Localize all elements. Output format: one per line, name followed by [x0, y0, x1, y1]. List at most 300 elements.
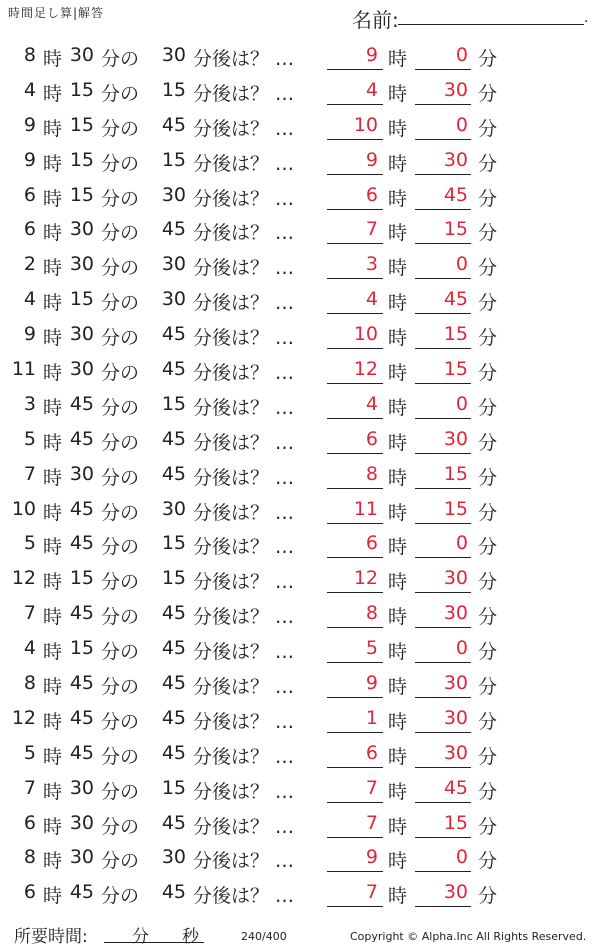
minute-of-label: 分の — [101, 257, 140, 280]
answer-minute: 0 — [455, 637, 468, 660]
answer-minute-line — [415, 767, 471, 768]
answer-hour-unit-label: 時 — [388, 152, 408, 175]
problem-row — [0, 352, 600, 387]
question-minute: 30 — [69, 44, 94, 66]
worksheet-title: 時間足し算|解答 — [8, 6, 105, 20]
minutes-after-label: 分後は？ … — [193, 501, 295, 524]
answer-hour-unit-label: 時 — [388, 885, 408, 908]
minutes-after-label: 分後は？ … — [193, 850, 295, 873]
minutes-after-label: 分後は？ … — [193, 466, 295, 489]
answer-minute-unit-label: 分 — [478, 396, 498, 419]
answer-minute-line — [415, 453, 471, 454]
hour-unit-label: 時 — [43, 362, 63, 385]
answer-minute-line — [415, 488, 471, 489]
answer-minute: 30 — [443, 706, 468, 729]
added-minutes: 45 — [161, 113, 186, 136]
answer-hour: 5 — [365, 637, 378, 660]
question-minute: 15 — [69, 113, 94, 136]
answer-minute-unit-label: 分 — [478, 641, 498, 664]
answer-hour-line — [327, 523, 383, 524]
answer-hour-unit-label: 時 — [388, 257, 408, 280]
answer-minute: 30 — [443, 567, 468, 590]
answer-minute: 0 — [455, 392, 468, 415]
hour-unit-label: 時 — [43, 466, 63, 489]
question-hour: 9 — [23, 148, 36, 171]
question-minute: 30 — [69, 323, 94, 346]
minute-of-label: 分の — [101, 641, 140, 664]
added-minutes: 45 — [161, 602, 186, 625]
answer-minute-unit-label: 分 — [478, 257, 498, 280]
answer-minute-line — [415, 383, 471, 384]
answer-hour-unit-label: 時 — [388, 222, 408, 245]
question-minute: 30 — [69, 811, 94, 834]
added-minutes: 30 — [161, 288, 186, 311]
answer-hour-line — [327, 662, 383, 663]
answer-hour-line — [327, 871, 383, 872]
question-hour: 5 — [23, 532, 36, 555]
question-minute: 45 — [69, 741, 94, 764]
minute-of-label: 分の — [101, 815, 140, 838]
question-minute: 45 — [69, 392, 94, 415]
question-minute: 45 — [69, 881, 94, 904]
answer-minute-line — [415, 802, 471, 803]
minute-of-label: 分の — [101, 780, 140, 803]
question-hour: 8 — [23, 672, 36, 695]
minute-of-label: 分の — [101, 327, 140, 350]
answer-hour-unit-label: 時 — [388, 327, 408, 350]
time-taken-min-label: 分 — [132, 927, 149, 947]
answer-hour-unit-label: 時 — [388, 780, 408, 803]
minutes-after-label: 分後は？ … — [193, 117, 295, 140]
hour-unit-label: 時 — [43, 187, 63, 210]
answer-hour-unit-label: 時 — [388, 396, 408, 419]
question-hour: 5 — [23, 427, 36, 450]
minute-of-label: 分の — [101, 396, 140, 419]
answer-minute: 15 — [443, 811, 468, 834]
added-minutes: 45 — [161, 672, 186, 695]
minute-of-label: 分の — [101, 571, 140, 594]
answer-minute: 15 — [443, 218, 468, 241]
answer-hour: 6 — [365, 532, 378, 555]
question-minute: 15 — [69, 183, 94, 206]
added-minutes: 45 — [161, 323, 186, 346]
answer-minute-unit-label: 分 — [478, 431, 498, 454]
answer-minute-unit-label: 分 — [478, 362, 498, 385]
answer-minute-line — [415, 732, 471, 733]
answer-hour-unit-label: 時 — [388, 641, 408, 664]
answer-minute-unit-label: 分 — [478, 815, 498, 838]
added-minutes: 15 — [161, 148, 186, 171]
answer-hour-line — [327, 488, 383, 489]
answer-minute-line — [415, 837, 471, 838]
answer-hour-line — [327, 732, 383, 733]
answer-hour-line — [327, 348, 383, 349]
problem-row — [0, 282, 600, 317]
answer-hour: 9 — [365, 148, 378, 171]
minutes-after-label: 分後は？ … — [193, 815, 295, 838]
added-minutes: 45 — [161, 811, 186, 834]
answer-minute-unit-label: 分 — [478, 745, 498, 768]
time-taken-sec-label: 秒 — [182, 927, 199, 947]
question-hour: 4 — [23, 288, 36, 311]
answer-minute-line — [415, 662, 471, 663]
answer-minute: 0 — [455, 532, 468, 555]
answer-minute-unit-label: 分 — [478, 571, 498, 594]
hour-unit-label: 時 — [43, 641, 63, 664]
hour-unit-label: 時 — [43, 501, 63, 524]
answer-hour: 1 — [365, 706, 378, 729]
hour-unit-label: 時 — [43, 710, 63, 733]
answer-hour-unit-label: 時 — [388, 187, 408, 210]
answer-minute: 30 — [443, 148, 468, 171]
hour-unit-label: 時 — [43, 117, 63, 140]
question-minute: 45 — [69, 427, 94, 450]
answer-hour-unit-label: 時 — [388, 117, 408, 140]
minutes-after-label: 分後は？ … — [193, 780, 295, 803]
problem-row — [0, 143, 600, 178]
hour-unit-label: 時 — [43, 676, 63, 699]
hour-unit-label: 時 — [43, 431, 63, 454]
answer-minute: 30 — [443, 672, 468, 695]
answer-hour-unit-label: 時 — [388, 710, 408, 733]
added-minutes: 15 — [161, 776, 186, 799]
problem-row — [0, 457, 600, 492]
minute-of-label: 分の — [101, 606, 140, 629]
question-minute: 30 — [69, 462, 94, 485]
answer-hour: 8 — [365, 462, 378, 485]
question-hour: 7 — [23, 462, 36, 485]
problem-row — [0, 387, 600, 422]
problem-row — [0, 38, 600, 73]
problem-row — [0, 771, 600, 806]
page-count: 240/400 — [241, 930, 287, 943]
answer-hour-line — [327, 313, 383, 314]
answer-minute-line — [415, 523, 471, 524]
answer-hour-unit-label: 時 — [388, 850, 408, 873]
question-hour: 12 — [11, 567, 36, 590]
answer-minute-line — [415, 906, 471, 907]
minutes-after-label: 分後は？ … — [193, 745, 295, 768]
problem-list — [0, 38, 600, 910]
answer-hour: 6 — [365, 427, 378, 450]
question-minute: 30 — [69, 253, 94, 276]
answer-minute-unit-label: 分 — [478, 48, 498, 70]
answer-hour-line — [327, 383, 383, 384]
question-hour: 10 — [11, 497, 36, 520]
copyright: Copyright © Alpha.Inc All Rights Reserved. — [350, 930, 587, 943]
answer-hour-unit-label: 時 — [388, 292, 408, 315]
added-minutes: 30 — [161, 44, 186, 66]
answer-hour-line — [327, 69, 383, 70]
answer-minute-line — [415, 174, 471, 175]
answer-hour-line — [327, 906, 383, 907]
answer-minute: 15 — [443, 323, 468, 346]
question-hour: 6 — [23, 881, 36, 904]
hour-unit-label: 時 — [43, 571, 63, 594]
answer-hour: 11 — [353, 497, 378, 520]
answer-hour-line — [327, 104, 383, 105]
answer-hour-unit-label: 時 — [388, 431, 408, 454]
question-minute: 30 — [69, 846, 94, 869]
added-minutes: 45 — [161, 637, 186, 660]
minutes-after-label: 分後は？ … — [193, 327, 295, 350]
time-taken-label: 所要時間: — [14, 927, 88, 947]
question-minute: 45 — [69, 602, 94, 625]
question-minute: 45 — [69, 532, 94, 555]
answer-minute: 15 — [443, 358, 468, 381]
minutes-after-label: 分後は？ … — [193, 48, 295, 70]
added-minutes: 30 — [161, 497, 186, 520]
answer-hour: 7 — [365, 881, 378, 904]
hour-unit-label: 時 — [43, 536, 63, 559]
answer-hour-unit-label: 時 — [388, 82, 408, 105]
answer-hour-line — [327, 418, 383, 419]
answer-hour-line — [327, 174, 383, 175]
answer-minute-unit-label: 分 — [478, 676, 498, 699]
hour-unit-label: 時 — [43, 396, 63, 419]
minutes-after-label: 分後は？ … — [193, 222, 295, 245]
answer-minute-line — [415, 243, 471, 244]
answer-minute-line — [415, 209, 471, 210]
name-label: 名前: — [352, 8, 399, 32]
question-minute: 30 — [69, 776, 94, 799]
question-hour: 8 — [23, 846, 36, 869]
hour-unit-label: 時 — [43, 222, 63, 245]
answer-minute: 30 — [443, 741, 468, 764]
answer-hour-unit-label: 時 — [388, 606, 408, 629]
minutes-after-label: 分後は？ … — [193, 536, 295, 559]
answer-hour: 9 — [365, 44, 378, 66]
added-minutes: 30 — [161, 183, 186, 206]
problem-row — [0, 701, 600, 736]
answer-minute-line — [415, 313, 471, 314]
minute-of-label: 分の — [101, 82, 140, 105]
added-minutes: 45 — [161, 427, 186, 450]
question-minute: 45 — [69, 672, 94, 695]
hour-unit-label: 時 — [43, 152, 63, 175]
answer-hour-line — [327, 243, 383, 244]
problem-row — [0, 247, 600, 282]
answer-minute-line — [415, 139, 471, 140]
answer-hour-unit-label: 時 — [388, 676, 408, 699]
answer-minute: 15 — [443, 462, 468, 485]
minutes-after-label: 分後は？ … — [193, 187, 295, 210]
minutes-after-label: 分後は？ … — [193, 257, 295, 280]
problem-row — [0, 73, 600, 108]
problem-row — [0, 526, 600, 561]
minute-of-label: 分の — [101, 850, 140, 873]
problem-row — [0, 108, 600, 143]
hour-unit-label: 時 — [43, 327, 63, 350]
answer-minute-unit-label: 分 — [478, 606, 498, 629]
answer-hour: 6 — [365, 741, 378, 764]
problem-row — [0, 212, 600, 247]
answer-minute-unit-label: 分 — [478, 222, 498, 245]
answer-minute-unit-label: 分 — [478, 327, 498, 350]
minute-of-label: 分の — [101, 431, 140, 454]
hour-unit-label: 時 — [43, 292, 63, 315]
minutes-after-label: 分後は？ … — [193, 885, 295, 908]
added-minutes: 15 — [161, 392, 186, 415]
added-minutes: 30 — [161, 846, 186, 869]
answer-minute-unit-label: 分 — [478, 850, 498, 873]
answer-minute-line — [415, 69, 471, 70]
answer-hour: 4 — [365, 288, 378, 311]
question-hour: 5 — [23, 741, 36, 764]
hour-unit-label: 時 — [43, 745, 63, 768]
problem-row — [0, 596, 600, 631]
added-minutes: 45 — [161, 881, 186, 904]
name-line — [398, 24, 584, 25]
question-minute: 15 — [69, 288, 94, 311]
question-hour: 7 — [23, 776, 36, 799]
answer-hour-line — [327, 278, 383, 279]
added-minutes: 45 — [161, 706, 186, 729]
answer-minute: 45 — [443, 288, 468, 311]
problem-row — [0, 492, 600, 527]
added-minutes: 15 — [161, 532, 186, 555]
answer-hour: 12 — [353, 567, 378, 590]
problem-row — [0, 561, 600, 596]
minutes-after-label: 分後は？ … — [193, 641, 295, 664]
hour-unit-label: 時 — [43, 780, 63, 803]
answer-hour: 10 — [353, 323, 378, 346]
answer-minute: 0 — [455, 113, 468, 136]
minute-of-label: 分の — [101, 117, 140, 140]
answer-hour: 4 — [365, 392, 378, 415]
answer-minute-unit-label: 分 — [478, 152, 498, 175]
answer-minute: 15 — [443, 497, 468, 520]
answer-hour: 6 — [365, 183, 378, 206]
question-minute: 15 — [69, 567, 94, 590]
minute-of-label: 分の — [101, 152, 140, 175]
problem-row — [0, 736, 600, 771]
question-hour: 8 — [23, 44, 36, 66]
added-minutes: 45 — [161, 218, 186, 241]
answer-minute-line — [415, 697, 471, 698]
question-minute: 45 — [69, 497, 94, 520]
question-hour: 11 — [11, 358, 36, 381]
minutes-after-label: 分後は？ … — [193, 431, 295, 454]
answer-hour-unit-label: 時 — [388, 362, 408, 385]
minute-of-label: 分の — [101, 466, 140, 489]
problem-row — [0, 840, 600, 875]
answer-hour-line — [327, 767, 383, 768]
answer-hour-line — [327, 627, 383, 628]
answer-hour-unit-label: 時 — [388, 48, 408, 70]
answer-minute-line — [415, 104, 471, 105]
answer-hour: 8 — [365, 602, 378, 625]
question-hour: 4 — [23, 637, 36, 660]
answer-minute-line — [415, 418, 471, 419]
added-minutes: 15 — [161, 78, 186, 101]
answer-hour: 9 — [365, 672, 378, 695]
answer-minute-unit-label: 分 — [478, 117, 498, 140]
answer-minute: 0 — [455, 44, 468, 66]
minutes-after-label: 分後は？ … — [193, 606, 295, 629]
question-hour: 2 — [23, 253, 36, 276]
answer-minute-unit-label: 分 — [478, 885, 498, 908]
question-minute: 15 — [69, 78, 94, 101]
question-hour: 3 — [23, 392, 36, 415]
answer-minute: 30 — [443, 78, 468, 101]
added-minutes: 15 — [161, 567, 186, 590]
answer-minute-line — [415, 627, 471, 628]
answer-minute-unit-label: 分 — [478, 292, 498, 315]
answer-hour-line — [327, 209, 383, 210]
answer-hour-unit-label: 時 — [388, 501, 408, 524]
question-hour: 4 — [23, 78, 36, 101]
answer-hour-unit-label: 時 — [388, 815, 408, 838]
hour-unit-label: 時 — [43, 48, 63, 70]
minutes-after-label: 分後は？ … — [193, 710, 295, 733]
answer-minute-line — [415, 871, 471, 872]
question-hour: 6 — [23, 218, 36, 241]
answer-hour-line — [327, 802, 383, 803]
minutes-after-label: 分後は？ … — [193, 362, 295, 385]
answer-minute: 30 — [443, 602, 468, 625]
question-minute: 30 — [69, 218, 94, 241]
answer-hour-line — [327, 557, 383, 558]
minute-of-label: 分の — [101, 48, 140, 70]
minutes-after-label: 分後は？ … — [193, 292, 295, 315]
minute-of-label: 分の — [101, 222, 140, 245]
question-minute: 15 — [69, 148, 94, 171]
minute-of-label: 分の — [101, 362, 140, 385]
question-hour: 12 — [11, 706, 36, 729]
answer-hour-line — [327, 453, 383, 454]
question-hour: 7 — [23, 602, 36, 625]
hour-unit-label: 時 — [43, 606, 63, 629]
minutes-after-label: 分後は？ … — [193, 396, 295, 419]
answer-hour-unit-label: 時 — [388, 536, 408, 559]
answer-minute-unit-label: 分 — [478, 82, 498, 105]
added-minutes: 45 — [161, 462, 186, 485]
hour-unit-label: 時 — [43, 82, 63, 105]
answer-hour: 12 — [353, 358, 378, 381]
answer-minute-line — [415, 348, 471, 349]
name-dot: . — [584, 10, 589, 26]
answer-minute-line — [415, 557, 471, 558]
question-minute: 15 — [69, 637, 94, 660]
answer-minute: 0 — [455, 253, 468, 276]
answer-hour-unit-label: 時 — [388, 571, 408, 594]
answer-hour-line — [327, 592, 383, 593]
question-hour: 9 — [23, 113, 36, 136]
question-hour: 6 — [23, 183, 36, 206]
answer-hour-unit-label: 時 — [388, 745, 408, 768]
minutes-after-label: 分後は？ … — [193, 571, 295, 594]
added-minutes: 45 — [161, 358, 186, 381]
minute-of-label: 分の — [101, 187, 140, 210]
answer-minute-unit-label: 分 — [478, 187, 498, 210]
answer-minute-unit-label: 分 — [478, 536, 498, 559]
hour-unit-label: 時 — [43, 885, 63, 908]
answer-minute-line — [415, 592, 471, 593]
question-hour: 9 — [23, 323, 36, 346]
minute-of-label: 分の — [101, 710, 140, 733]
answer-hour: 7 — [365, 776, 378, 799]
minute-of-label: 分の — [101, 885, 140, 908]
problem-row — [0, 178, 600, 213]
question-hour: 6 — [23, 811, 36, 834]
answer-hour-line — [327, 139, 383, 140]
problem-row — [0, 806, 600, 841]
problem-row — [0, 666, 600, 701]
answer-hour: 4 — [365, 78, 378, 101]
minutes-after-label: 分後は？ … — [193, 82, 295, 105]
answer-minute-unit-label: 分 — [478, 466, 498, 489]
